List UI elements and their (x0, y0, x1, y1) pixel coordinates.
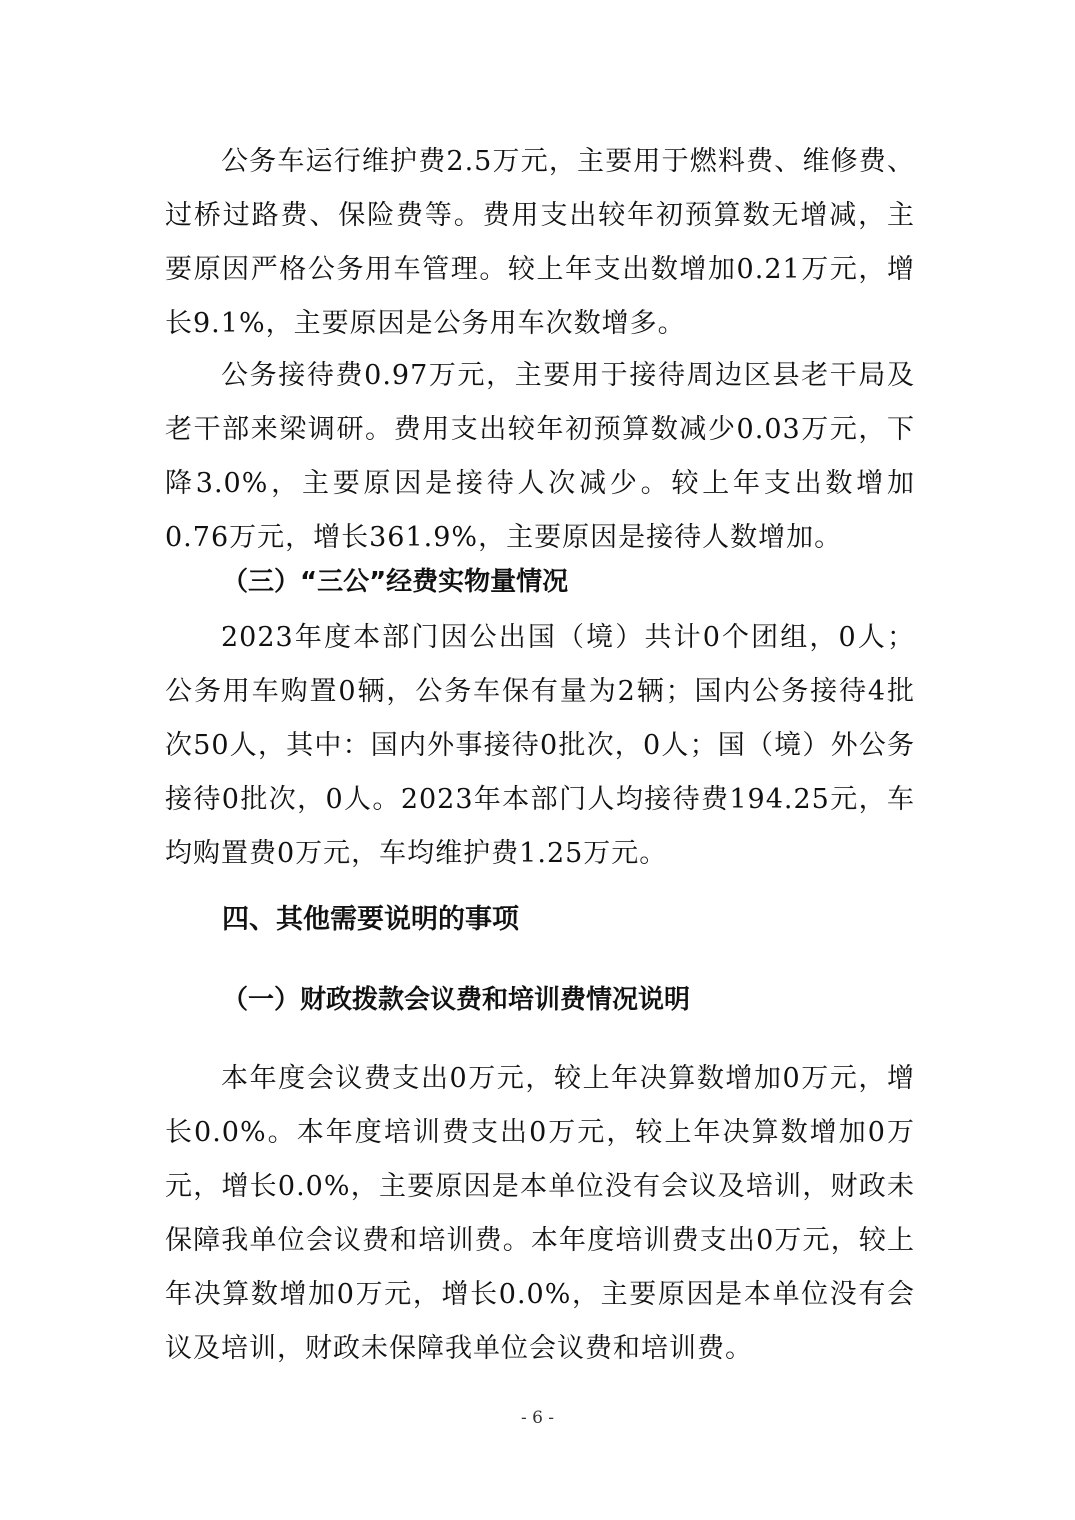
heading-meeting-training: （一）财政拨款会议费和培训费情况说明 (222, 985, 691, 1015)
heading-section-four: 四、其他需要说明的事项 (222, 904, 519, 935)
paragraph-physical-quantity: 2023年度本部门因公出国（境）共计0个团组，0人；公务用车购置0辆，公务车保有量为2辆；国内公务接待4批次50人，其中：国内外事接待0批次，0人；国（境）外公务接待0批次，0人。2023年本部门人均接待费194.25元，车均购置费0万元，车均维护费1.25万元。 (165, 622, 915, 869)
paragraph-reception-expense: 公务接待费0.97万元，主要用于接待周边区县老干局及老干部来梁调研。费用支出较年初预算数减少0.03万元，下降3.0%，主要原因是接待人次减少。较上年支出数增加0.76万元，增长361.9%，主要原因是接待人数增加。 (165, 360, 915, 553)
heading-sanggong-physical: （三）“三公”经费实物量情况 (222, 567, 569, 597)
paragraph-meeting-training: 本年度会议费支出0万元，较上年决算数增加0万元，增长0.0%。本年度培训费支出0万元，较上年决算数增加0万元，增长0.0%，主要原因是本单位没有会议及培训，财政未保障我单位会议费和培训费。本年度培训费支出0万元，较上年决算数增加0万元，增长0.0%，主要原因是本单位没有会议及培训，财政未保障我单位会议费和培训费。 (165, 1063, 915, 1364)
page-number: - 6 - (520, 1408, 555, 1428)
paragraph-vehicle-maintenance: 公务车运行维护费2.5万元，主要用于燃料费、维修费、过桥过路费、保险费等。费用支出较年初预算数无增减，主要原因严格公务用车管理。较上年支出数增加0.21万元，增长9.1%，主要原因是公务用车次数增多。 (165, 146, 915, 339)
